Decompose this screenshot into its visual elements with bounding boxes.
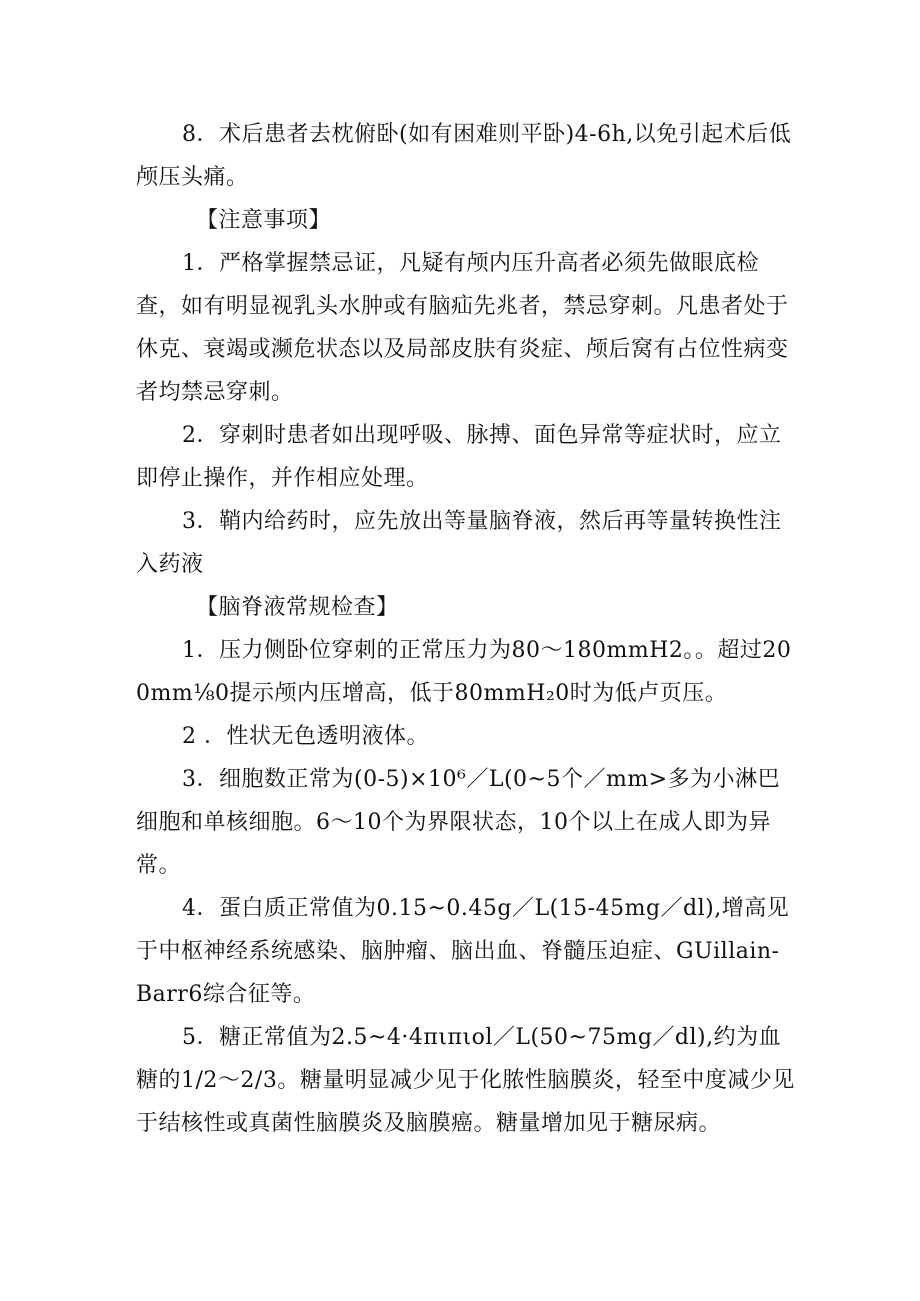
paragraph-item-8: 8．术后患者去枕俯卧(如有困难则平卧)4-6h,以免引起术后低颅压头痛。 (136, 122, 792, 190)
section-heading-csf-routine: 【脑脊液常规检查】 (196, 595, 399, 620)
document-body (136, 113, 796, 1145)
paragraph-precaution-3: 3．鞘内给药时，应先放出等量脑脊液，然后再等量转换性注入药液 (136, 509, 782, 577)
paragraph-csf-cell-count: 3．细胞数正常为(0-5)×10⁶／L(0~5个／mm>多为小淋巴细胞和单核细胞。6～10个为界限状态，10个以上在成人即为异常。 (136, 767, 781, 878)
paragraph-csf-glucose: 5．糖正常值为2.5~4·4πιπιol／L(50~75mg／dl),约为血糖的1/2～2/3。糖量明显减少见于化脓性脑膜炎，轻至中度减少见于结核性或真菌性脑膜炎及脑膜癌。糖量增加见于糖尿病。 (136, 1025, 795, 1136)
paragraph-precaution-1: 1．严格掌握禁忌证，凡疑有颅内压升高者必须先做眼底检查，如有明显视乳头水肿或有脑疝先兆者，禁忌穿刺。凡患者处于休克、衰竭或濒危状态以及局部皮肤有炎症、颅后窝有占位性病变者均禁忌穿刺。 (136, 251, 789, 405)
section-heading-precautions: 【注意事项】 (196, 208, 332, 233)
paragraph-csf-protein: 4．蛋白质正常值为0.15~0.45g／L(15-45mg／dl),增高见于中枢神经系统感染、脑肿瘤、脑出血、脊髓压迫症、GUillain-Barr6综合征等。 (136, 896, 790, 1007)
paragraph-csf-appearance: 2 ．性状无色透明液体。 (182, 724, 429, 749)
paragraph-csf-pressure: 1．压力侧卧位穿刺的正常压力为80～180mmH2。。超过200mm⅛0提示颅内压增高，低于80mmH₂0时为低卢页压。 (136, 638, 792, 706)
paragraph-precaution-2: 2．穿刺时患者如出现呼吸、脉搏、面色异常等症状时，应立即停止操作，并作相应处理。 (136, 423, 782, 491)
